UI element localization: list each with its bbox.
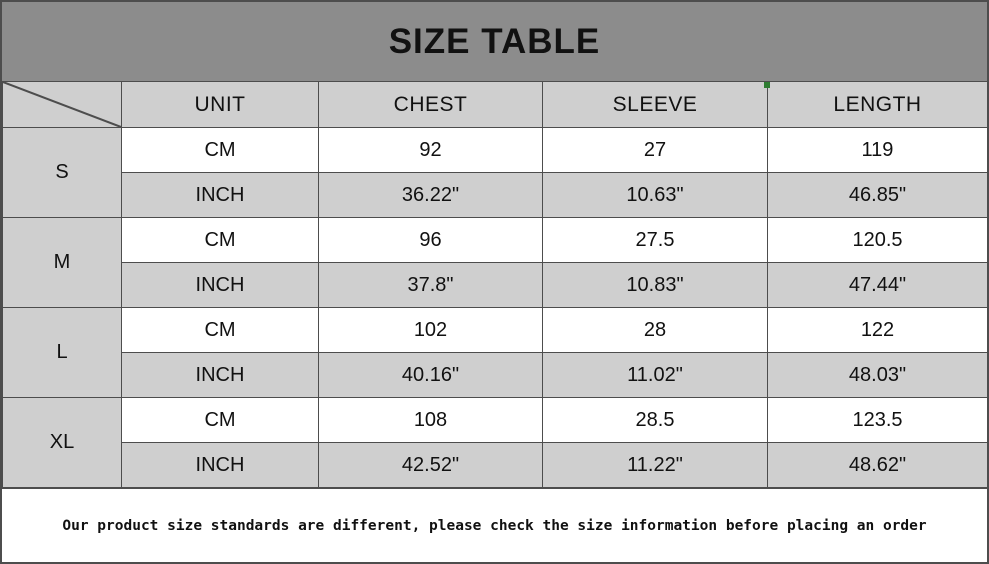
sleeve-value: 10.83" [543, 263, 768, 308]
unit-label: CM [122, 218, 319, 263]
footer-note: Our product size standards are different, please check the size information before placing an order [62, 517, 927, 534]
table-row [3, 218, 988, 263]
unit-label: INCH [122, 173, 319, 218]
table-row [3, 443, 988, 488]
chest-value: 96 [319, 218, 543, 263]
table-header-row [3, 82, 988, 128]
chest-value: 42.52" [319, 443, 543, 488]
corner-diagonal-cell [3, 82, 122, 128]
table-row [3, 398, 988, 443]
column-header-length: LENGTH [768, 82, 988, 128]
footer-note-band [2, 488, 987, 562]
chest-value: 92 [319, 128, 543, 173]
column-header-sleeve: SLEEVE [543, 82, 768, 128]
chest-value: 37.8" [319, 263, 543, 308]
table-row [3, 173, 988, 218]
length-value: 46.85" [768, 173, 988, 218]
sleeve-value: 28.5 [543, 398, 768, 443]
table-row [3, 263, 988, 308]
length-value: 47.44" [768, 263, 988, 308]
table-row [3, 128, 988, 173]
size-label-xl: XL [3, 398, 122, 488]
unit-label: CM [122, 128, 319, 173]
accent-marker-icon [764, 82, 770, 88]
unit-label: CM [122, 308, 319, 353]
chest-value: 40.16" [319, 353, 543, 398]
unit-label: INCH [122, 353, 319, 398]
length-value: 123.5 [768, 398, 988, 443]
sleeve-value: 28 [543, 308, 768, 353]
length-value: 48.62" [768, 443, 988, 488]
size-label-s: S [3, 128, 122, 218]
sleeve-value: 27 [543, 128, 768, 173]
column-header-unit: UNIT [122, 82, 319, 128]
chest-value: 102 [319, 308, 543, 353]
unit-label: INCH [122, 263, 319, 308]
sleeve-value: 11.22" [543, 443, 768, 488]
length-value: 122 [768, 308, 988, 353]
table-row [3, 308, 988, 353]
sleeve-value: 11.02" [543, 353, 768, 398]
unit-label: CM [122, 398, 319, 443]
length-value: 120.5 [768, 218, 988, 263]
length-value: 119 [768, 128, 988, 173]
title-band [2, 2, 987, 81]
sleeve-value: 27.5 [543, 218, 768, 263]
chest-value: 36.22" [319, 173, 543, 218]
column-header-chest: CHEST [319, 82, 543, 128]
table-row [3, 353, 988, 398]
size-label-m: M [3, 218, 122, 308]
sleeve-value: 10.63" [543, 173, 768, 218]
chest-value: 108 [319, 398, 543, 443]
length-value: 48.03" [768, 353, 988, 398]
unit-label: INCH [122, 443, 319, 488]
page-title: SIZE TABLE [388, 21, 601, 61]
size-label-l: L [3, 308, 122, 398]
size-chart-table [2, 81, 988, 488]
